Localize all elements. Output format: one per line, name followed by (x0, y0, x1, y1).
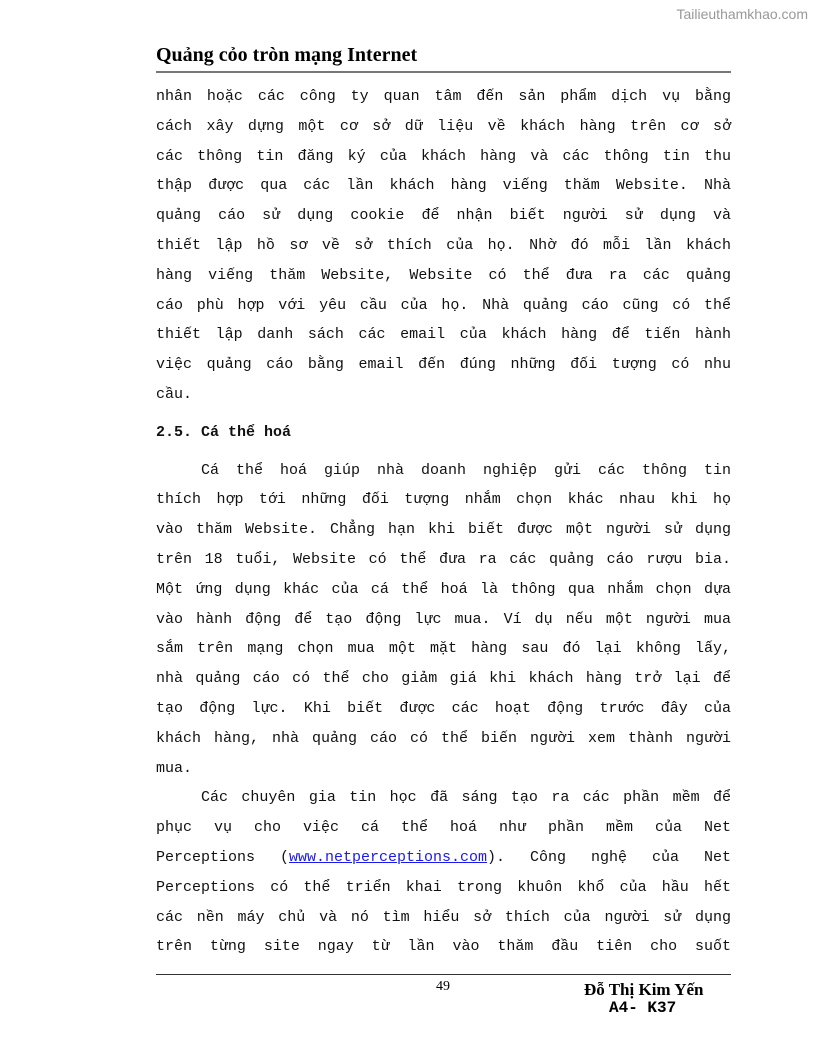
footer-author: Đỗ Thị Kim Yến (584, 980, 704, 999)
text-line: cách xây dựng một cơ sở dữ liệu về khách hàng trên cơ sở (156, 117, 731, 135)
text-line: hàng viếng thăm Website, Website có thể đưa ra các quảng (156, 266, 731, 284)
netperceptions-link[interactable]: www.netperceptions.com (289, 848, 488, 866)
text-line: Một ứng dụng khác của cá thể hoá là thông qua nhắm chọn dựa (156, 580, 731, 598)
text-line: nhân hoặc các công ty quan tâm đến sản phẩm dịch vụ bằng (156, 88, 731, 105)
text-line: cáo phù hợp với yêu cầu của họ. Nhà quảng cáo cũng có thể (156, 296, 731, 314)
text-line: khách hàng, nhà quảng cáo có thể biến người xem thành người (156, 729, 731, 747)
text-line: Các chuyên gia tin học đã sáng tạo ra các phần mềm để (201, 789, 731, 807)
text-line: sắm trên mạng chọn mua một mặt hàng sau đó lại không lấy, (156, 640, 731, 658)
text-line: thiết lập danh sách các email của khách hàng để tiến hành (156, 326, 731, 344)
text-fragment: Perceptions ( (156, 848, 289, 866)
page-header-title: Quảng cỏo tròn mạng Internet (156, 44, 418, 66)
text-line: thích hợp tới những đối tượng nhắm chọn khác nhau khi họ (156, 491, 731, 509)
paragraph-1 (156, 82, 731, 410)
text-line: các nền máy chủ và nó tìm hiểu sở thích của người sử dụng (156, 908, 731, 926)
section-heading: 2.5. Cá thể hoá (156, 423, 292, 441)
text-line: thiết lập hồ sơ về sở thích của họ. Nhờ đó mỗi lần khách (156, 236, 731, 254)
text-line: phục vụ cho việc cá thể hoá như phần mềm của Net (156, 819, 731, 837)
text-line: mua. (156, 759, 193, 777)
document-body (156, 82, 731, 962)
footer-divider (156, 974, 731, 975)
text-line: vào hành động để tạo động lực mua. Ví dụ nếu một người mua (156, 610, 731, 628)
text-line: tạo động lực. Khi biết được các hoạt động trước đây của (156, 699, 731, 717)
text-line: thập được qua các lần khách hàng viếng thăm Website. Nhà (156, 177, 731, 195)
header-divider (156, 71, 731, 73)
text-line (156, 843, 731, 873)
page-number: 49 (436, 979, 450, 994)
text-line: Cá thể hoá giúp nhà doanh nghiệp gửi các thông tin (201, 461, 731, 479)
text-line: việc quảng cáo bằng email đến đúng những đối tượng có nhu (156, 356, 731, 374)
paragraph-2 (156, 456, 731, 784)
footer-class: A4- K37 (609, 999, 677, 1017)
paragraph-3 (156, 783, 731, 962)
text-line: quảng cáo sử dụng cookie để nhận biết người sử dụng và (156, 207, 731, 225)
text-line: Perceptions có thể triển khai trong khuôn khổ của hầu hết (156, 878, 731, 896)
text-line: nhà quảng cáo có thể cho giảm giá khi khách hàng trở lại để (156, 670, 731, 688)
text-line: các thông tin đăng ký của khách hàng và các thông tin thu (156, 147, 731, 165)
text-line: trên từng site ngay từ lần vào thăm đầu tiên cho suốt (156, 938, 731, 956)
text-line: vào thăm Website. Chẳng hạn khi biết được một người sử dụng (156, 521, 731, 539)
watermark: Tailieuthamkhao.com (676, 6, 808, 22)
text-line: cầu. (156, 385, 193, 403)
text-line: trên 18 tuổi, Website có thể đưa ra các quảng cáo rượu bia. (156, 550, 731, 568)
text-fragment: ). Công nghệ của Net (487, 848, 731, 866)
